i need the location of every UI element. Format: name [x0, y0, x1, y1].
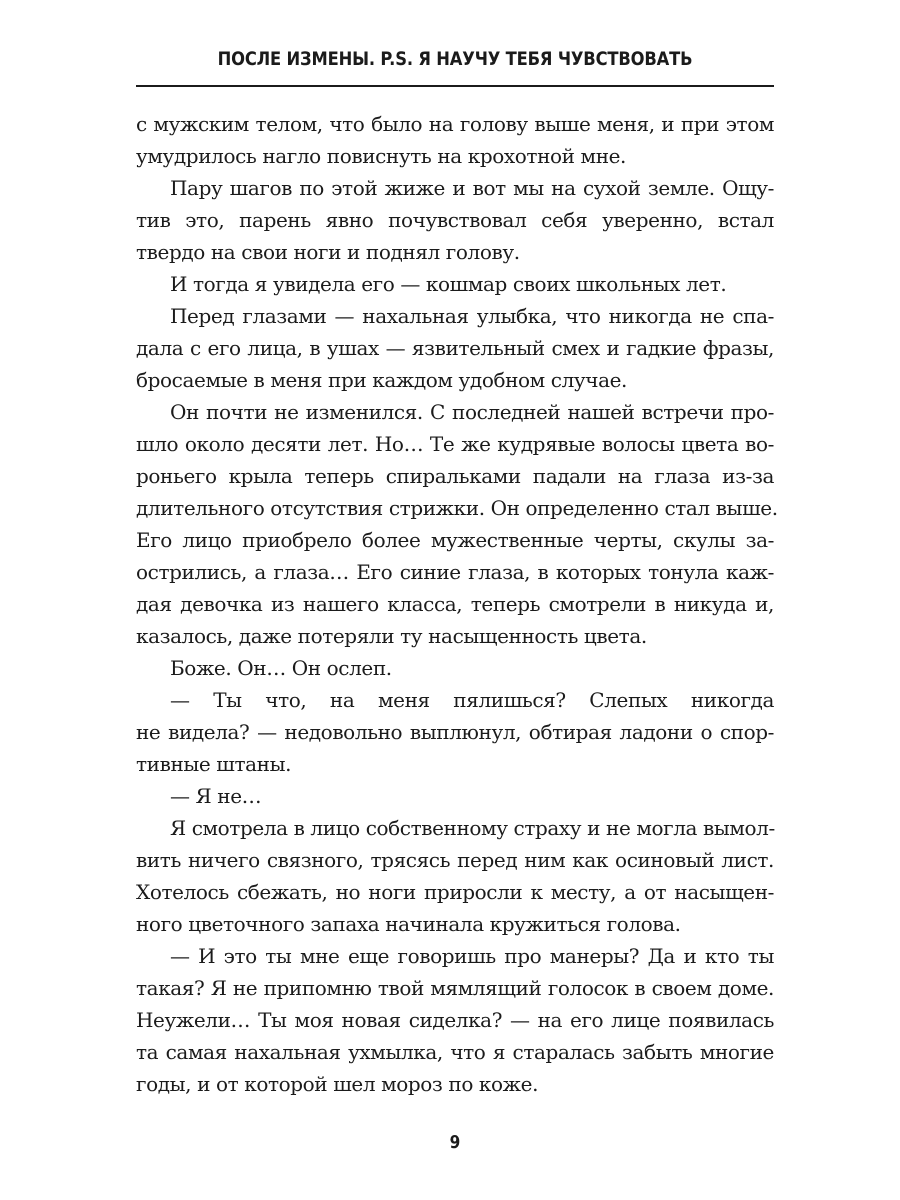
text-line: Хотелось сбежать, но ноги приросли к месту, а от насыщен- [136, 880, 774, 904]
text-line: Неужели… Ты моя новая сиделка? — на его лице появилась [136, 1008, 774, 1032]
text-line: бросаемые в меня при каждом удобном случае. [136, 368, 628, 392]
text-line: Перед глазами — нахальная улыбка, что никогда не спа- [170, 304, 774, 328]
text-line: И тогда я увидела его — кошмар своих школьных лет. [170, 272, 727, 296]
text-line: вить ничего связного, трясясь перед ним как осиновый лист. [136, 848, 774, 872]
page-number: 9 [449, 1132, 461, 1153]
text-line: не видела? — недовольно выплюнул, обтирая ладони о спор- [136, 720, 774, 744]
text-line: умудрилось нагло повиснуть на крохотной мне. [136, 144, 627, 168]
text-line: Я смотрела в лицо собственному страху и не могла вымол- [170, 816, 775, 840]
text-line: та самая нахальная ухмылка, что я старалась забыть многие [136, 1040, 774, 1064]
text-line: казалось, даже потеряли ту насыщенность цвета. [136, 624, 647, 648]
text-line: Его лицо приобрело более мужественные черты, скулы за- [136, 528, 774, 552]
text-line: шло около десяти лет. Но… Те же кудрявые волосы цвета во- [136, 432, 774, 456]
text-line: твердо на свои ноги и поднял голову. [136, 240, 520, 264]
body-text [136, 108, 778, 1100]
header-rule [136, 85, 774, 87]
text-line: острились, а глаза… Его синие глаза, в которых тонула каж- [136, 560, 774, 584]
text-line: — Ты что, на меня пялишься? Слепых никогда [170, 688, 774, 712]
text-line: длительного отсутствия стрижки. Он определенно стал выше. [136, 496, 778, 520]
text-line: дая девочка из нашего класса, теперь смотрели в никуда и, [136, 592, 774, 616]
text-line: годы, и от которой шел мороз по коже. [136, 1072, 539, 1096]
text-line: с мужским телом, что было на голову выше меня, и при этом [136, 112, 774, 136]
text-line: такая? Я не припомню твой мямлящий голосок в своем доме. [136, 976, 774, 1000]
text-line: Боже. Он… Он ослеп. [170, 656, 392, 680]
text-line: Пару шагов по этой жиже и вот мы на сухой земле. Ощу- [170, 176, 774, 200]
running-header: ПОСЛЕ ИЗМЕНЫ. P.S. Я НАУЧУ ТЕБЯ ЧУВСТВОВАТЬ [217, 48, 693, 70]
text-line: Он почти не изменился. С последней нашей встречи про- [170, 400, 774, 424]
text-line: дала с его лица, в ушах — язвительный смех и гадкие фразы, [136, 336, 774, 360]
text-line: — И это ты мне еще говоришь про манеры? Да и кто ты [170, 944, 774, 968]
text-line: — Я не… [170, 784, 262, 808]
text-line: роньего крыла теперь спиральками падали на глаза из-за [136, 464, 774, 488]
text-line: тив это, парень явно почувствовал себя уверенно, встал [136, 208, 774, 232]
text-line: тивные штаны. [136, 752, 292, 776]
text-line: ного цветочного запаха начинала кружиться голова. [136, 912, 681, 936]
